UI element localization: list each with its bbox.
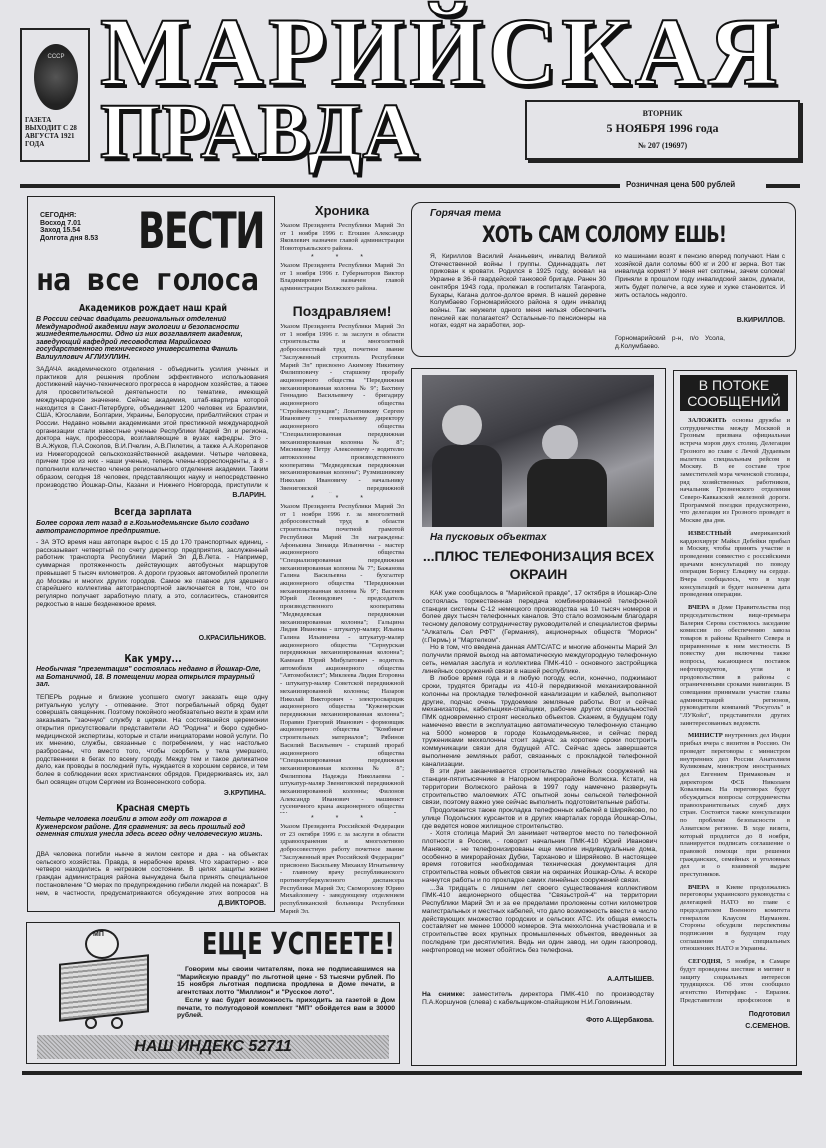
article-headline: Всегда зарплата [114,507,192,518]
article-author: Д.ВИКТОРОВ. [217,900,266,907]
telephone-article [411,368,666,1066]
subscription-ad [26,922,400,1064]
article-body: ЗАДАЧА академического отделения - объединить усилия ученых и практиков для решения проблем эффективного использования достижений научно-технического прогресса в народном хозяйстве, а также для просветительской деятельности по тематике, имеющей международное значение. Сейчас академия, штаб-квартира которой находится в Санкт-Петербурге, объединяет 1200 человек из Бразилии, США, Югославии, Болгарии, Украины, Белоруссии, прибалтийских стран и России. Недавно новыми академиками этой престижной международной организации стали известные ученые Республики Марий Эл и региона, доктора наук, профессора, возглавляющие в вузах кафедры. Это - В.А.Жуков, П.А.Соколов, В.И.Пчелин, А.В.Пилетин, а также А.А.Корепанов из Нижегородской сельскохозяйственной академии. Четыре человека, причем трое из них - наши ученые, теперь члены-корреспонденты, а 8 - пополнили количество членов регионального отделения академии. Таким образом, сегодня 18 человек, представляющих науку и непосредственно производство Йошкар-Олы, Казани и Нижнего Новгорода, приступили к [36,366,268,489]
emblem-box [20,28,90,162]
news-flow-author: С.СЕМЕНОВ. [745,1023,790,1030]
hot-topic-box [411,202,796,357]
caption-label: На снимке: [422,991,465,998]
news-item: СЕГОДНЯ, 5 ноября, в Самаре будут проведены шествие и митинг в защиту социальных интересов трудящихся. Об этом сообщило агентство Интерфакс - Евразия. Представители профсоюзов в [680,958,790,1003]
chronicle-item: Указом Президента Республики Марий Эл от 1 ноября 1996 г. Егошин Александр Яковлевич назначен главой администрации Новоторъяльского района. [280,222,404,253]
hot-topic-author: В.КИРИЛЛОВ. [736,317,785,324]
congrats-item: Указом Президента Республики Марий Эл от 1 ноября 1996 г. за многолетний добросовестный труд в области строительства почетной грамотой Республики Марий Эл награждены: Афонькина Зинаида Ильинична - мастер акционерного общества "Специализированная передвижная механизированная колонна № 7"; Бажанова Галина Васильевна - бухгалтер акционерного общества "Передвижная механизированная колонна № 9"; Васенев Юрий Леонидович - председатель производственного кооператива "Медведевская передвижная механизированная колонна"; Гальцина Лидия Ивановна - штукатур-маляр; Ильина Галина Ильинична - штукатур-маляр акционерного общества "Сернурская передвижная механизированная колонна"; Камнаев Юрий Мибулатович - водитель автомобиля акционерного общества "Автомобилист"; Миклеева Лидия Егоровна - штукатур-маляр Советской передвижной механизированной колонны; Назаров Николай Викторович - электросварщик акционерного общества "Куженерская передвижная механизированная колонна"; Поравин Григорий Иванович - формовщик акционерного общества "Комбинат строительных материалов"; Рябинов Василий Васильевич - старший прораб акционерного общества "Специализированная передвижная механизированная колонна № 8"; Филиппова Надежда Николаевна - штукатур-маляр Звениговской передвижной механизированной колонны; Филонов Александр Иванович - машинист гусеничного крана акционерного общества [280,503,404,811]
ad-paragraph: Если у вас будет возможность приходить за газетой в Дом печати, то полугодовой комплект "МП" обойдется вам в 30000 рублей. [177,996,395,1020]
emblem-text: СССР [47,54,65,60]
telephone-author: А.АЛТЫШЕВ. [607,976,654,983]
today-label: СЕГОДНЯ: [40,212,77,219]
order-emblem-icon [34,44,78,110]
issue-number: № 207 (19697) [637,141,688,150]
article-body: ДВА человека погибли нынче в жилом секторе и два - на объектах сельского хозяйства. Правда, в нерабочее время. Что характерно - все четверо находились в нетрезвом состоянии. В целях защиты жизни граждан администрация района вынуждена была принять специальное постановление "О мерах по предупреждению гибели людей на пожарах". В нем, в частности, предусматриваются обсуждение этих вопросов на [36,851,268,897]
since-note: ГАЗЕТА ВЫХОДИТ С 28 АВГУСТА 1921 ГОДА [25,116,77,148]
day-length: Долгота дня 8.53 [40,234,99,242]
newspaper-reader-mascot-icon [55,929,155,1033]
article-author: О.КРАСИЛЬНИКОВ. [198,635,266,642]
sunrise: Восход 7.01 [40,219,81,227]
article-headline: Красная смерть [116,803,190,814]
congrats-title: Поздравляем! [292,303,392,319]
photo-caption [422,991,654,1006]
hot-topic-headline: ХОТЬ САМ СОЛОМУ ЕШЬ! [482,223,727,248]
paragraph: В любое время года и в любую погоду, если, конечно, поджимают сроки, трудятся бригады из 410-й передвижной механизированной колонны на прокладке телефонной канализации и кабелей, выполняют другие, подчас очень трудоемкие земляные работы. Вот и сейчас механизаторы, кабельщики-спайщики, рабочие других специальностей ПМК одновременно строят несколько объектов. Скажем, в будущем году намечено ввести в эксплуатацию автоматическую телефонную станцию на 5000 номеров в городе Козьмодемьянске, и сейчас перед тружениками мехколонны стоит задача: за короткие сроки построить коммуникации связи для будущей АТС. Сейчас здесь завершается выполнение земляных работ, связанных с прокладкой телефонной канализации. [422,675,657,768]
ad-text [177,966,395,1020]
mascot-cap-text: МП [93,931,104,938]
subscription-index-text: НАШ ИНДЕКС 52711 [134,1038,292,1055]
vesti-title: ВЕСТИ [138,202,264,260]
issue-date: 5 НОЯБРЯ 1996 года [606,121,719,135]
paragraph: Продолжается также прокладка телефонных кабелей в Ширяйково, по улице Подольских курсантов и в других кварталах города Йошкар-Олы, где ведется новое жилищное строительство. [422,807,657,830]
masthead-rule-end [766,184,800,188]
subscription-index [37,1035,389,1059]
news-flow-list [680,417,790,1003]
masthead-rule [20,184,620,188]
bottom-rule [22,1071,802,1075]
news-flow-title: В ПОТОКЕ СООБЩЕНИЙ [680,375,788,411]
article-lead: Более сорока лет назад в г.Козьмодемьянске было создано автотранспортное предприятие. [36,520,250,535]
article-lead: Четыре человека погибли в этом году от пожаров в Куженерском районе. Для сравнения: за весь прошлый год огненная стихия унесла здесь всего одну человеческую жизнь. [36,816,263,838]
ad-title: ЕЩЕ УСПЕЕТЕ! [202,927,395,962]
vesti-subtitle: на все голоса [36,263,258,298]
article-headline: Как умру... [124,652,182,665]
paragraph: Но в том, что введена данная АМТС/АТС и многие абоненты Марий Эл получили прямой выход на автоматическую междугородную телефонную сеть, немалая заслуга и коллектива ПМК-410 - основного застройщика линейных сооружений связи в нашей республике. [422,644,657,675]
congrats-item: Указом Президента Республики Марий Эл от 1 ноября 1996 г. за заслуги в области строительства и многолетний добросовестный труд почетное звание "Заслуженный строитель Республики Марий Эл" присвоено Акимову Никитину Филипповичу - старшему прорабу акционерного общества "Передвижная механизированная колонна № 9"; Бахтину Геннадию Васильевичу - бригадиру акционерного общества "Стройконструкция"; Лопатникову Сергею Ивановичу - генеральному директору акционерного общества "Специализированная передвижная механизированная колонна № 8"; Мясникову Петру Алексеевичу - водителю автоколонны производственного кооператива "Медведевская передвижная механизированная колонна"; Рузмишникову Николаю Ивановичу - начальнику Звениговской передвижной [280,323,404,492]
article-lead: В России сейчас двадцать региональных отделений Международной академии наук экологии и безопасности жизнедеятельности. Одно из них возглавляет академик, заведующий кафедрой лесоводства Марийского государственного технического университета Фаниль Валиуллович АГЛИУЛЛИН. [36,316,243,361]
paragraph: КАК уже сообщалось в "Марийской правде", 17 октября в Йошкар-Оле состоялась торжественная передача комбинированной телефонной станции системы С-12 немецкого производства на 10 тысяч номеров и более двух тысяч телефонных каналов. Это стало возможным благодаря тесному деловому сотрудничеству руководителей и специалистов фирмы "Алкатель Сел РФТ" (Германия), акционерных обществ "Морион" (г.Пермь) и "Мартелком". [422,590,657,644]
telephone-body [422,590,657,970]
article-author: В.ЛАРИН. [232,492,266,499]
news-item: ВЧЕРА в Киеве продолжались переговоры украинского руководства с делегацией НАТО во главе с председателем Военного комитета генералом Клаусом Науманом. Стороны обсудили перспективы подписания в будущем году соглашения о специальных отношениях НАТО и Украины. [680,883,790,953]
article-body: ТЕПЕРЬ родные и близкие усопшего смогут заказать еще одну ритуальную услугу - отпевание. Этот погребальный обряд будет совершать священник. Поэтому покойного необязательно везти в храм или заказывать "заочную" службу в церкви. На состоявшейся церемонии открытия присутствовали представители АО "Родина" и бюро судебно-медицинской экспертизы, которые и стали инициаторами новой услуги. По их мнению, службы, связанные с погребением, у нас настолько разбросаны, что вместо того, чтобы скорбеть у тела умершего, родственники в бегах по всему городу. Между тем и такое деликатное дело, как проводы в последний путь, нуждается в хорошем сервисе, и тем более в соблюдении всех христианских обрядов. Придерживаясь их, зал был освящен отцом Сергием из Вознесенского собора. [36,694,268,786]
today-info [40,212,98,242]
ad-paragraph: Говорим мы своим читателям, пока не подписавшимся на "Марийскую правду" по льготной цене - 53 тысячи рублей. По 15 ноября льготная подписка продлена в Доме печати, в агентствах лотто "Миллион" и "Русское лото". [177,966,395,997]
chronicle-item: Указом Президента Республики Марий Эл от 1 ноября 1996 г. Губернаторов Виктор Владимирович назначен главой администрации Волжского района. [280,262,404,293]
news-item: МИНИСТР внутренних дел Индии прибыл вчера с визитом в Россию. Он проведет переговоры с министром внутренних дел России Анатолием Куликовым, министром иностранных дел Евгением Примаковым и директором ФСБ Николаем Ковалевым. На переговорах будут обсуждаться вопросы сотрудничества правоохранительных служб двух стран. Состоятся также консультации по проблеме безопасности в Азиатском регионе. В ходе визита, который продлится до 8 ноября, планируется подписать соглашение о правовой помощи при решении гражданских, семейных и уголовных дел и о взаимной выдаче преступников. [680,732,790,879]
article-lead: Необычная "презентация" состоялась недавно в Йошкар-Оле, на Ботаничной, 18. В помещении морга открылся траурный зал. [36,666,261,688]
congrats-item: Указом Президента Российской Федерации от 23 октября 1996 г. за заслуги в области здравоохранения и многолетнюю добросовестную работу почетное звание "Заслуженный врач Российской Федерации" присвоено Васильеву Михаилу Игнатьевичу - главному врачу республиканского противотуберкулезного диспансера Республики Марий Эл; Скоморохову Юрию Михайловичу - заведующему отделением республиканской больницы Республики Марий Эл. [280,823,404,915]
title-line-2: ПРАВДА [100,87,420,174]
article-author: Э.КРУПИНА. [223,790,266,797]
article-body: - ЗА ЭТО время наш автопарк вырос с 15 до 170 транспортных единиц, - рассказывает четвертый по счету директор предприятия, заслуженный работник транспорта Республики Марий Эл Д.В.Лета. - Например, суммарная протяженность действующих автобусных маршрутов превышает 5 тысяч километров. А дороги грузовых автомобилей пролегли до Москвы и многих других городов. Самое же главное для здешнего старейшего коллектива автотранспортной заключается в том, что он регулярно получает заработную плату, а это, согласитесь, становится редкостью в наше безденежное время. [36,539,268,608]
photo-credit: Фото А.Щербакова. [586,1017,654,1024]
separator: * * * [310,495,374,502]
hot-topic-col-1: Я, Кириллов Василий Ананьевич, инвалид Великой Отечественной войны I группы. Одиннадцать лет прикован к кровати. Родился в 1925 году, воевал на Украине в 36-й гвардейской танковой бригаде. Ранен 30 сентября 1943 года, пролежал в госпиталях Таганрога, Бухары, Кагана долгое-долгое время. В нашей деревне Колумбаево Горномарийского района я один инвалид войны. Так неужели одного меня нельзя обеспечить пенсией как полагается? Остальные-то пенсионеры на ногах, ездят на заработки, зор- [430,253,606,330]
hot-topic-col-2: ко машинами возят к пенсию вперед получают. Нам с хозяйкой дали соломы 600 кг и 200 кг зерна. Вот так инвалида кормят! У меня нет скотины, зачем солома! Приняли в прошлом году инвалидский закон, думали, жить будет полегче, а все хуже и хуже становится. И жить осталось недолго. [615,253,785,299]
telephone-headline: ...ПЛЮС ТЕЛЕФОНИЗАЦИЯ ВСЕХ ОКРАИН [422,548,655,582]
caption-text: заместитель директора ПМК-410 по производству П.А.Коршунов (слева) с кабельщиком-спайщиком Н.И.Головиным. [422,991,654,1006]
rubric: На пусковых объектах [430,532,547,543]
separator: * * * [310,254,374,261]
rubric: Горячая тема [430,208,502,219]
weekday: ВТОРНИК [642,109,683,118]
news-photo [422,375,654,527]
date-box [525,100,800,160]
news-flow-box [673,370,797,1066]
prepared-label: Подготовил [748,1011,790,1018]
title-line-1: МАРИЙСКАЯ [100,0,782,105]
news-item: ИЗВЕСТНЫЙ американский кардиохирург Майкл Дебейки прибыл в Москву, чтобы принять участие в проведении совместно с российскими врачами консультаций по поводу операции Борису Ельцину на сердце. Вчера сообщалось, что в ходе консультаций и будет назначена дата проведения операции. [680,529,790,599]
paragraph: ...За тридцать с лишним лет своего существования коллективом ПМК-410 акционерного общества "Связьстрой-4" на территории Республики Марий Эл и за ее пределами проложены сотни километров магистральных и местных кабелей, что дало возможность ввести в число действующих множество городских и сельских АТС. Их общая емкость составляет не менее 100000 номеров. Эта мехколонна участвовала и в строительстве всех крупных промышленных объектов, введенных за последние три десятилетия. Ведь ни один завод, ни один газопровод, нефтепровод не может обойтись без телефона. [422,884,657,954]
price: Розничная цена 500 рублей [626,180,736,189]
news-item: ВЧЕРА в Доме Правительства под председательством вице-премьера Валерия Серова состоялось заседание комиссии по обеспечению завоза товаров в районы Крайнего Севера и приравненные к ним местности. В повестку дня включены также вопросы, касающиеся поставок нефтепродуктов, угля и продовольствия в районы с ограниченными сроками навигации. В совещании принимали участие главы администраций регионов, руководители компаний "Росуголь" и "ЛУКойл", представители других заинтересованных ведомств. [680,604,790,727]
paragraph: В эти дни заканчивается строительство линейных сооружений на станции-пятитысячнике в Нагорном микрорайоне Волжска. Кстати, на территории Волжского района в 1997 году намечено развернуть строительство малоемких АТС опытной зоны сельской телефонной связи, поэтому важно уже сейчас выполнить подготовительные работы. [422,768,657,807]
paragraph: - Хотя столица Марий Эл занимает четвертое место по телефонной плотности в России, - говорит начальник ПМК-410 Юрий Иванович Маняков, - не телефонизированы еще многие индивидуальные дома, особенно в микрорайонах Дубки, Тарханово и Ширяйково. В настоящее время готовится необходимая техническая документация для строительства новых объектов связи на окраинах Йошкар-Олы. А вскоре начнутся работы и по прокладке самих линейных сооружений связи. [422,830,657,884]
sunset: Заход 15.54 [40,227,81,234]
hot-topic-address: Горномарийский р-н, п/о Усола, д.Колумбаево. [615,335,725,350]
chronicle-title: Хроника [314,203,370,218]
article-headline: Академиков рождает наш край [78,303,228,314]
news-item: ЗАЛОЖИТЬ основы дружбы и сотрудничества между Москвой и Грозным призвана официальная встреча мэров двух столиц. Делегация Грозного во главе с Лечой Дудаевым вылетела специальным рейсом в Москву. В ее составе трое заместителей мэра чеченской столицы, ряд хозяйственных работников, начальник Грозненского отделения Северо-Кавказской железной дороги. Программой поездки предусмотрено, что делегация из Грозного проведет в Москве два дня. [680,417,790,525]
separator: * * * [310,815,374,822]
